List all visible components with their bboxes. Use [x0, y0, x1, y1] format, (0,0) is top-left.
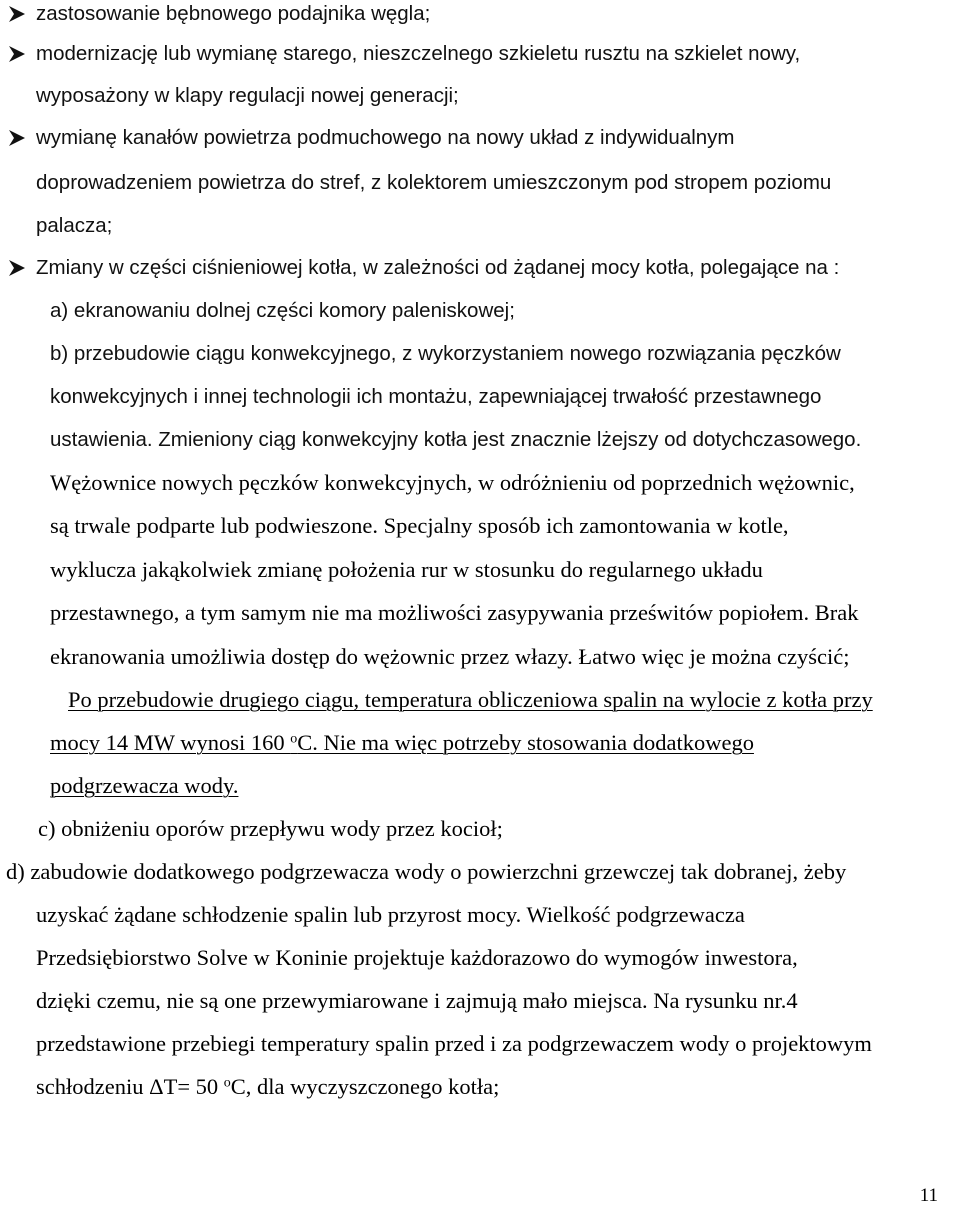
paragraph-line: Wężownice nowych pęczków konwekcyjnych, w odróżnieniu od poprzednich wężownic,: [50, 470, 855, 495]
item-d-line: [36, 1076, 499, 1099]
bullet-line: zastosowanie bębnowego podajnika węgla;: [36, 2, 431, 25]
underlined-text: C. Nie ma więc potrzeby stosowania dodatkowego: [297, 730, 754, 755]
bullet-line: Zmiany w części ciśnieniowej kotła, w zależności od żądanej mocy kotła, polegające na :: [36, 256, 840, 279]
text-fragment: = 50: [177, 1074, 224, 1099]
text-fragment: schłodzeniu: [36, 1074, 150, 1099]
bullet-arrow-icon: [7, 128, 27, 148]
item-d-line: Przedsiębiorstwo Solve w Koninie projektuje każdorazowo do wymogów inwestora,: [36, 945, 798, 970]
paragraph-line: wyklucza jakąkolwiek zmianę położenia rur w stosunku do regularnego układu: [50, 557, 763, 582]
degree-superscript: o: [223, 1075, 231, 1091]
item-d-line: d) zabudowie dodatkowego podgrzewacza wody o powierzchni grzewczej tak dobranej, żeby: [6, 859, 847, 884]
item-d-line: dzięki czemu, nie są one przewymiarowane i zajmują mało miejsca. Na rysunku nr.4: [36, 988, 798, 1013]
bullet-arrow-icon: [7, 44, 27, 64]
page-number: 11: [919, 1185, 938, 1206]
bullet-arrow-icon: [7, 258, 27, 278]
item-a: a) ekranowaniu dolnej części komory paleniskowej;: [50, 299, 515, 322]
paragraph-line: są trwale podparte lub podwieszone. Specjalny sposób ich zamontowania w kotle,: [50, 513, 789, 538]
underlined-line: Po przebudowie drugiego ciągu, temperatura obliczeniowa spalin na wylocie z kotła przy: [68, 687, 873, 712]
bullet-line: palacza;: [36, 214, 113, 237]
bullet-line: doprowadzeniem powietrza do stref, z kolektorem umieszczonym pod stropem poziomu: [36, 171, 832, 194]
bullet-line: wymianę kanałów powietrza podmuchowego na nowy układ z indywidualnym: [36, 126, 735, 149]
paragraph-line: ekranowania umożliwia dostęp do wężownic przez włazy. Łatwo więc je można czyścić;: [50, 644, 850, 669]
underlined-line: podgrzewacza wody.: [50, 773, 239, 798]
item-b-line: konwekcyjnych i innej technologii ich montażu, zapewniającej trwałość przestawnego: [50, 385, 822, 408]
text-fragment: C, dla wyczyszczonego kotła;: [230, 1074, 500, 1099]
bullet-line: wyposażony w klapy regulacji nowej generacji;: [36, 84, 459, 107]
item-b-line: b) przebudowie ciągu konwekcyjnego, z wykorzystaniem nowego rozwiązania pęczków: [50, 342, 841, 365]
paragraph-line: przestawnego, a tym samym nie ma możliwości zasypywania prześwitów popiołem. Brak: [50, 600, 859, 625]
degree-superscript: o: [290, 731, 298, 747]
delta-t-symbol: ΔT: [149, 1074, 178, 1099]
bullet-arrow-icon: [7, 4, 27, 24]
item-c: c) obniżeniu oporów przepływu wody przez kocioł;: [38, 816, 503, 841]
item-d-line: uzyskać żądane schłodzenie spalin lub przyrost mocy. Wielkość podgrzewacza: [36, 902, 745, 927]
underlined-line: [50, 732, 754, 755]
item-d-line: przedstawione przebiegi temperatury spalin przed i za podgrzewaczem wody o projektowym: [36, 1031, 872, 1056]
item-b-line: ustawienia. Zmieniony ciąg konwekcyjny kotła jest znacznie lżejszy od dotychczasowego.: [50, 428, 862, 451]
underlined-text: mocy 14 MW wynosi 160: [50, 730, 291, 755]
bullet-line: modernizację lub wymianę starego, nieszczelnego szkieletu rusztu na szkielet nowy,: [36, 42, 801, 65]
